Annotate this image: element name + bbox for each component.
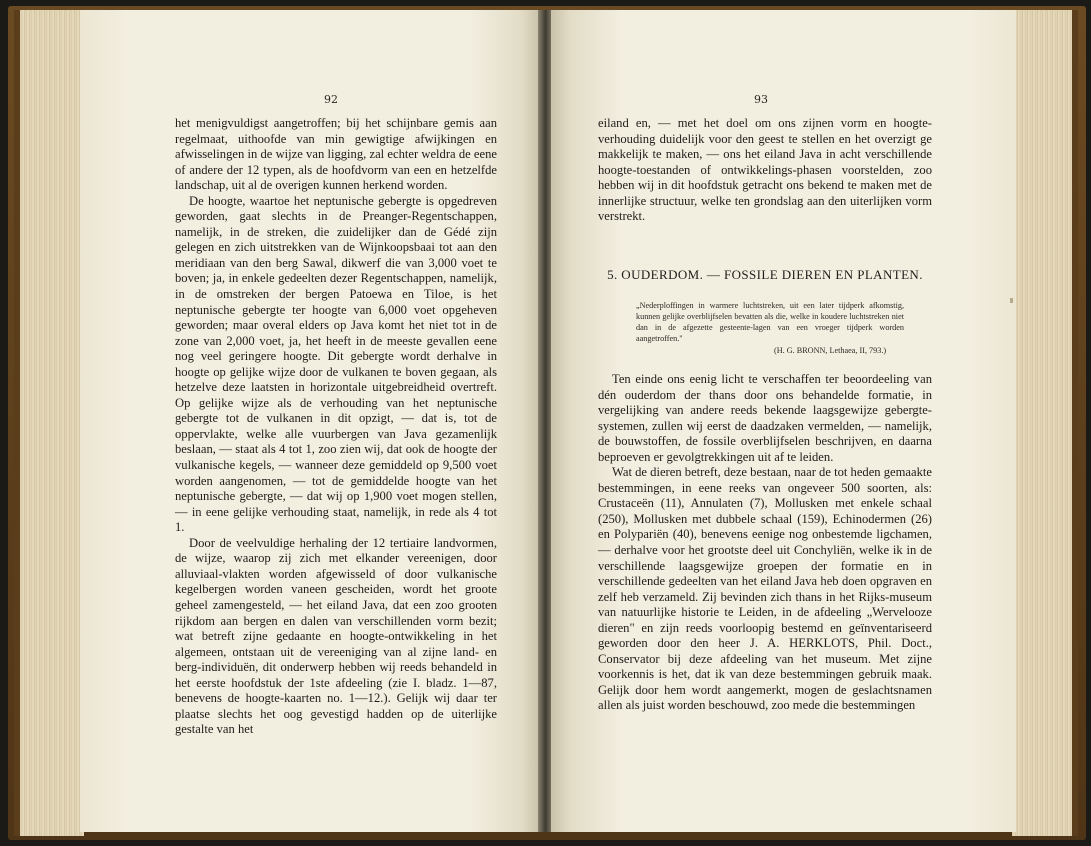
epigraph-source: (H. G. BRONN, Lethaea, II, 793.) [774, 346, 887, 355]
paper-speck [1010, 298, 1013, 303]
right-paragraph-1: eiland en, — met het doel om ons zijnen vorm en hoogte-verhouding duidelijk voor den geest te stellen en het overzigt ge makkelijk te maken, — ons het eiland Java in acht verschillende hoogte-toestanden of ontwikkelings-phasen voorstelden, zoo hebben wij in dit hoofdstuk getracht ons bekend te maken met de innerlijke structuur, welke ten grondslag aan den uiterlijken vorm verstrekt. [598, 116, 932, 224]
left-page [80, 10, 540, 832]
section-heading: 5. OUDERDOM. — FOSSILE DIEREN EN PLANTEN. [607, 267, 923, 282]
left-page-number: 92 [324, 93, 338, 106]
epigraph-quote: „Nederploffingen in warmere luchtstreken, uit een later tijdperk afkomstig, kunnen gelijke overblijfselen bevatten als die, welke in koudere luchtstreken niet dan in de afgezette gesteente-lagen van een vroeger tijdperk worden aangetroffen." [636, 301, 904, 343]
right-paragraph-3: Wat de dieren betreft, deze bestaan, naar de tot heden gemaakte bestemmingen, in eene reeks van ongeveer 500 soorten, als: Crustaceën (11), Annulaten (7), Mollusken met enkele schaal (250), Mollusken met dubbele schaal (159), Echinodermen (26) en Polypariën (40), benevens eenige nog onbestemde ligchamen, — derhalve voor het grootste deel uit Conchyliën, welke ik in de verschillende laagsgewijze groepen der formatie en in verschillende gedeelten van het eiland Java heb doen opgraven en zelf heb verzameld. Zij bevinden zich thans in het Rijks-museum van natuurlijke historie te Leiden, in de afdeeling „Wervelooze dieren" en zijn reeds voorloopig bestemd en geïnventariseerd geworden door den heer J. A. HERKLOTS, Phil. Doct., Conservator bij deze afdeeling van het museum. Met zijne voorkennis is het, dat ik van deze bestemmingen gebruik maak. Gelijk door hem wordt aangemerkt, mogen de geslachtsnamen allen als juist worden beschouwd, zoo mede die bestemmingen [598, 465, 932, 713]
left-page-edges [14, 10, 84, 836]
left-paragraph-1: het menigvuldigst aangetroffen; bij het schijnbare gemis aan regelmaat, uithoofde van min gewigtige afwijkingen en afwisselingen in de wijze van ligging, zal echter weldra de eene of andere der 12 typen, als de hoofdvorm van een en hetzelfde landschap, uit al de overigen kunnen herkend worden. [175, 116, 497, 193]
right-page-body [598, 372, 932, 714]
right-paragraph-2: Ten einde ons eenig licht te verschaffen ter beoordeeling van dén ouderdom der thans door ons behandelde formatie, in vergelijking van andere reeds bekende laagsgewijze gebergte-systemen, zullen wij eerst de daadzaken vermelden, — namelijk, de bouwstoffen, de fossile overblijfselen beschrijven, en daarna beproeven er gevolgtrekkingen uit af te leiden. [598, 372, 932, 464]
left-page-body [175, 116, 497, 738]
right-page [551, 10, 1016, 832]
left-paragraph-2: De hoogte, waartoe het neptunische gebergte is opgedreven geworden, gaat slechts in de Preanger-Regentschappen, namelijk, in de streken, die zuidelijker dan de Gédé zijn gelegen en zich uitstrekken van de Wijnkoopsbaai tot aan den meridiaan van den berg Sawal, dikwerf die van 3,000 voet te boven; ja, in enkele gedeelten dezer Regentschappen, namelijk, in de omstreken der bergen Patoewa en Tiloe, is het neptunische gebergte ter hoogte van 6,000 voet opgeheven geworden; maar overal elders op Java komt het niet tot in de zone van 2,000 voet, ja, het heeft in de meeste gevallen eene nog veel geringere hoogte. Dit gebergte wordt derhalve in hoogte op gelijke wijze door de vulkanen te boven gegaan, als hetzelve deze laatsten in horizontale uitgebreidheid overtreft. Op gelijke wijze als de verhouding van het neptunische gebergte tot de vulkanen in dit opzigt, — dat is, tot de oppervlakte, welke alle vuurbergen van Java gezamenlijk beslaan, — staat als 4 tot 1, zoo zien wij, dat ook de hoogte der vulkanische kegels, — wanneer deze gemiddeld op 9,500 voet worden aangenomen, — tot de gemiddelde hoogte van het neptunische gebergte, — dat wij op 1,900 voet mogen stellen, — in eene gelijke verhouding staat, namelijk, in rede als 4 tot 1. [175, 193, 497, 535]
right-page-number: 93 [754, 93, 768, 106]
left-paragraph-3: Door de veelvuldige herhaling der 12 tertiaire landvormen, de wijze, waarop zij zich met elkander vereenigen, door alluviaal-vlakten worden afgewisseld of door vulkanische kegelbergen worden vaneen gescheiden, wordt het groote geheel zamengesteld, — het eiland Java, dat een zoo grooten rijkdom aan bergen en dalen van verschillenden vorm bezit; wat betreft zijne gedaante en hoogte-ontwikkeling in het algemeen, ontstaan uit de vereeniging van al zijne land- en berg-individuën, dit onderwerp hebben wij reeds behandeld in het eerste hoofdstuk der 1ste afdeeling (zie I. bladz. 1—87, benevens de hoogte-kaarten no. 1—12.). Gelijk wij daar ter plaatse slechts het oog gevestigd hadden op de uiterlijke gestalte van het [175, 535, 497, 737]
right-page-edges [1012, 10, 1078, 836]
right-intro-text [598, 116, 932, 225]
